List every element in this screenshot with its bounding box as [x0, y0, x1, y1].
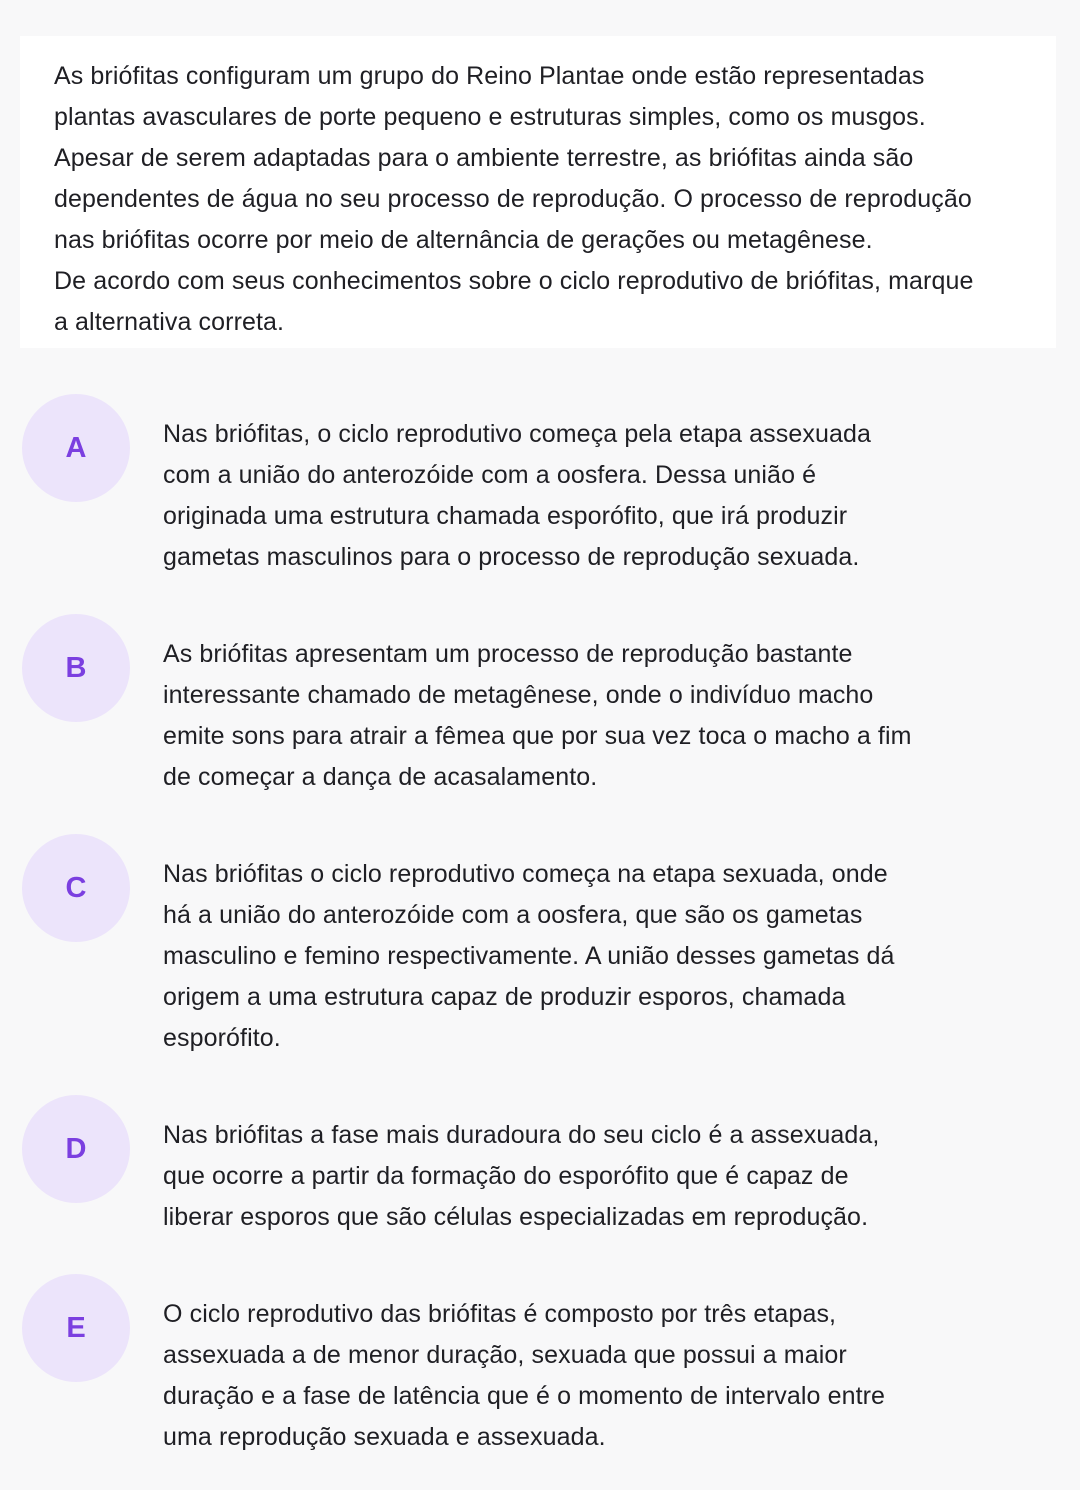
option-letter-d[interactable]: D	[22, 1095, 130, 1203]
option-e[interactable]	[22, 1274, 1062, 1454]
option-letter-e[interactable]: E	[22, 1274, 130, 1382]
option-text-c[interactable]: Nas briófitas o ciclo reprodutivo começa na etapa sexuada, onde há a união do anterozóide com a oosfera, que são os gametas masculino e femino respectivamente. A união desses gametas dá origem a uma estrutura capaz de produzir esporos, chamada esporófito.	[163, 860, 895, 1052]
option-text-a[interactable]: Nas briófitas, o ciclo reprodutivo começa pela etapa assexuada com a união do anterozóide com a oosfera. Dessa união é originada uma estrutura chamada esporófito, que irá produzir gametas masculinos para o processo de reprodução sexuada.	[163, 420, 871, 571]
question-text: As briófitas configuram um grupo do Reino Plantae onde estão representadas plantas avasculares de porte pequeno e estruturas simples, como os musgos. Apesar de serem adaptadas para o ambiente terrestre, as briófitas ainda são dependentes de água no seu processo de reprodução. O processo de reprodução nas briófitas ocorre por meio de alternância de gerações ou metagênese. De acordo com seus conhecimentos sobre o ciclo reprodutivo de briófitas, marque a alternativa correta.	[54, 62, 974, 336]
option-letter-c[interactable]: C	[22, 834, 130, 942]
option-text-d[interactable]: Nas briófitas a fase mais duradoura do seu ciclo é a assexuada, que ocorre a partir da formação do esporófito que é capaz de liberar esporos que são células especializadas em reprodução.	[163, 1121, 880, 1231]
option-text-e[interactable]: O ciclo reprodutivo das briófitas é composto por três etapas, assexuada a de menor duração, sexuada que possui a maior duração e a fase de latência que é o momento de intervalo entre uma reprodução sexuada e assexuada.	[163, 1300, 886, 1451]
option-b[interactable]	[22, 614, 1062, 790]
top-strip	[0, 0, 1080, 8]
option-a[interactable]	[22, 394, 1062, 570]
option-d[interactable]	[22, 1095, 1062, 1235]
option-c[interactable]	[22, 834, 1062, 1052]
option-letter-b[interactable]: B	[22, 614, 130, 722]
option-letter-a[interactable]: A	[22, 394, 130, 502]
question-card	[20, 36, 1056, 348]
option-text-b[interactable]: As briófitas apresentam um processo de reprodução bastante interessante chamado de metagênese, onde o indivíduo macho emite sons para atrair a fêmea que por sua vez toca o macho a fim de começar a dança de acasalamento.	[163, 640, 912, 791]
